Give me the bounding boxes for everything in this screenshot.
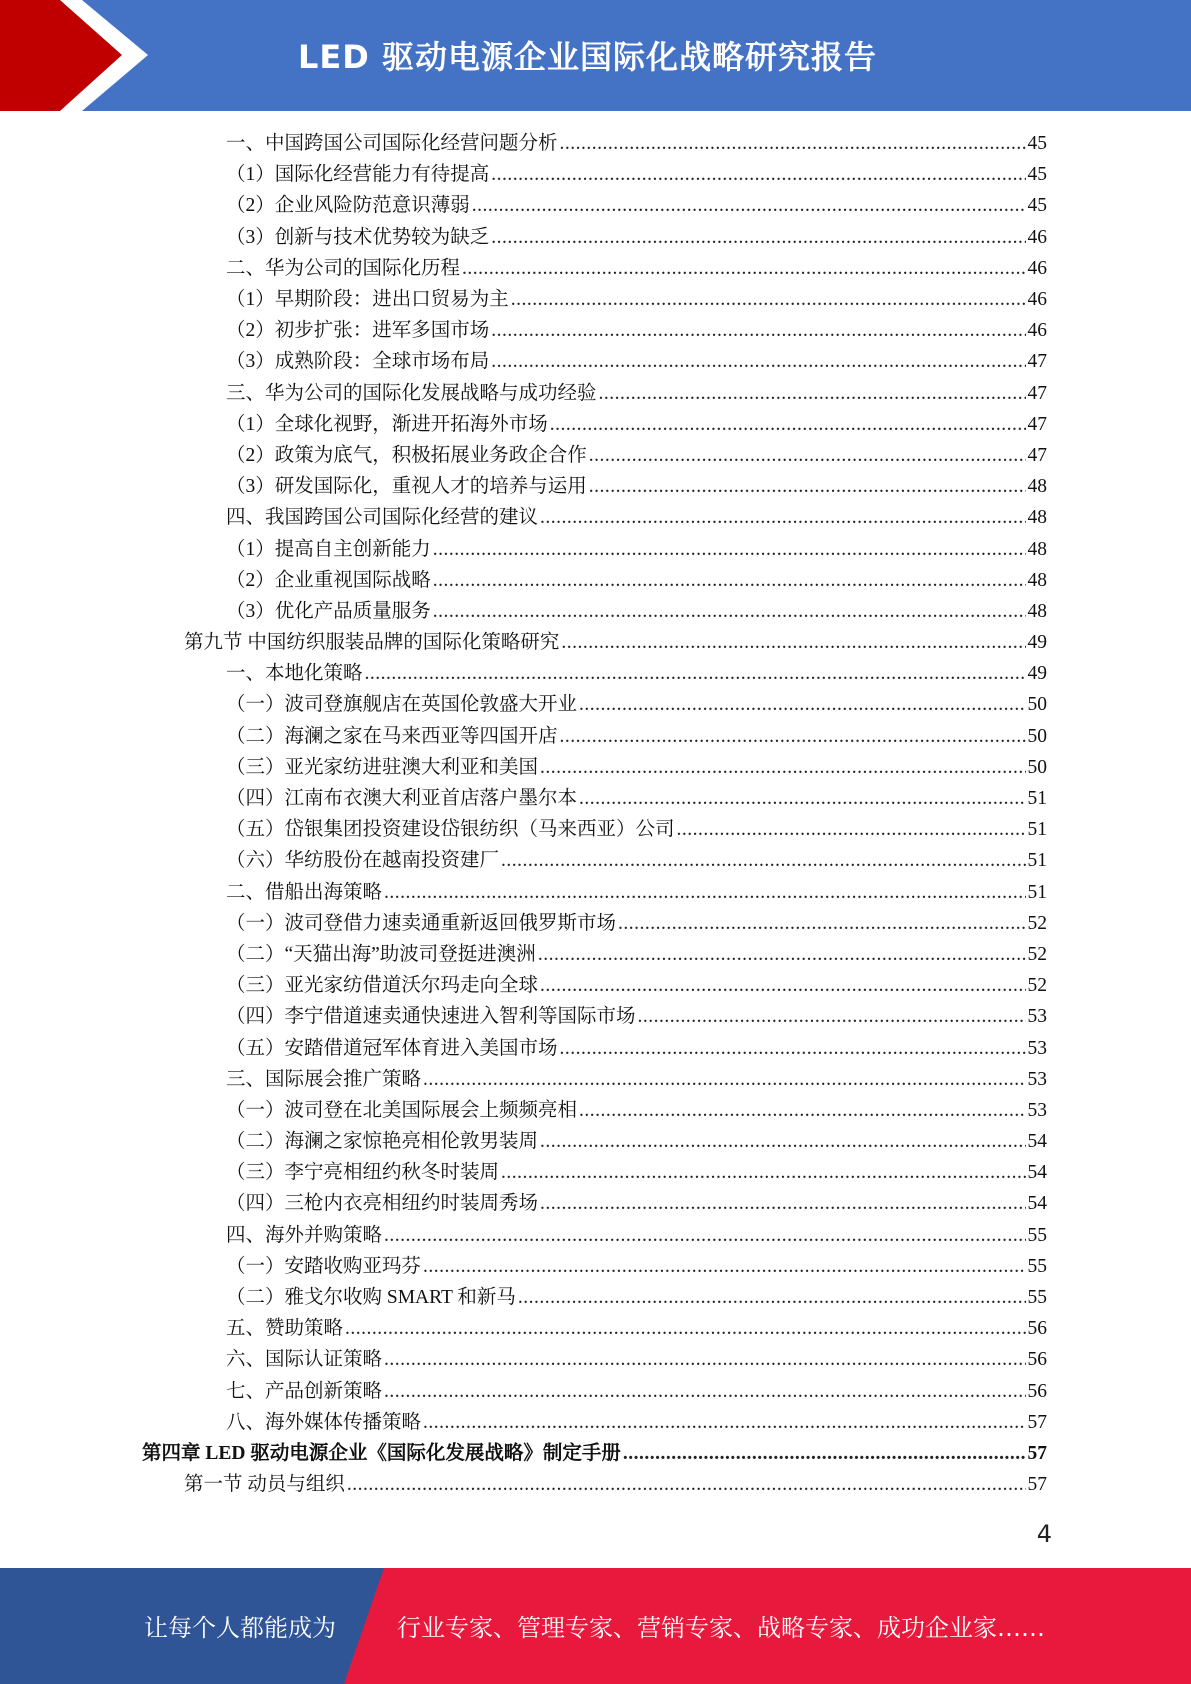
toc-entry-title: （3）创新与技术优势较为缺乏: [226, 226, 490, 248]
toc-entry-title: 四、我国跨国公司国际化经营的建议: [226, 507, 539, 529]
toc-dot-leader: [472, 190, 1026, 221]
toc-entry-page: 50: [1027, 694, 1047, 716]
toc-entry-title: （3）优化产品质量服务: [226, 600, 431, 622]
toc-dot-leader: [491, 315, 1025, 346]
toc-entry-page: 57: [1027, 1442, 1047, 1464]
toc-dot-leader: [618, 908, 1025, 939]
toc-entry[interactable]: [0, 877, 1191, 908]
toc-entry-title: （2）初步扩张：进军多国市场: [226, 320, 490, 342]
toc-entry[interactable]: [0, 1126, 1191, 1157]
table-of-contents: [0, 128, 1191, 1500]
toc-dot-leader: [540, 752, 1025, 783]
toc-entry[interactable]: [0, 471, 1191, 502]
toc-entry[interactable]: [0, 533, 1191, 564]
toc-dot-leader: [384, 1376, 1025, 1407]
toc-entry[interactable]: [0, 346, 1191, 377]
toc-dot-leader: [423, 1407, 1025, 1438]
toc-entry-title: 一、中国跨国公司国际化经营问题分析: [226, 133, 558, 155]
toc-entry-title: （一）波司登旗舰店在英国伦敦盛大开业: [226, 694, 578, 716]
toc-entry[interactable]: [0, 658, 1191, 689]
toc-dot-leader: [540, 502, 1025, 533]
toc-entry-title: （五）岱银集团投资建设岱银纺织（马来西亚）公司: [226, 819, 675, 841]
toc-entry-title: （三）亚光家纺进驻澳大利亚和美国: [226, 756, 539, 778]
toc-entry-page: 50: [1027, 756, 1047, 778]
toc-entry-page: 52: [1027, 912, 1047, 934]
toc-entry-title: （二）海澜之家惊艳亮相伦敦男装周: [226, 1131, 539, 1153]
toc-dot-leader: [423, 1064, 1025, 1095]
toc-entry-page: 45: [1027, 133, 1047, 155]
toc-entry-title: （3）研发国际化，重视人才的培养与运用: [226, 476, 587, 498]
toc-entry-title: （2）企业风险防范意识薄弱: [226, 195, 470, 217]
toc-dot-leader: [589, 471, 1026, 502]
toc-entry[interactable]: [0, 1344, 1191, 1375]
toc-entry[interactable]: [0, 284, 1191, 315]
toc-dot-leader: [423, 1251, 1025, 1282]
toc-entry-page: 48: [1027, 569, 1047, 591]
toc-dot-leader: [433, 596, 1026, 627]
toc-entry-page: 54: [1027, 1162, 1047, 1184]
toc-entry[interactable]: [0, 627, 1191, 658]
toc-entry-title: 六、国际认证策略: [226, 1349, 383, 1371]
toc-entry-page: 49: [1027, 663, 1047, 685]
toc-dot-leader: [384, 1220, 1025, 1251]
toc-dot-leader: [501, 845, 1025, 876]
toc-dot-leader: [540, 1188, 1025, 1219]
toc-entry-page: 48: [1027, 538, 1047, 560]
toc-entry-page: 51: [1027, 881, 1047, 903]
toc-dot-leader: [433, 534, 1026, 565]
toc-entry-page: 52: [1027, 975, 1047, 997]
toc-entry-title: 第九节 中国纺织服装品牌的国际化策略研究: [184, 632, 560, 654]
toc-dot-leader: [560, 1033, 1026, 1064]
toc-entry[interactable]: [0, 1438, 1191, 1469]
footer-bar: [0, 1568, 1191, 1684]
toc-dot-leader: [462, 253, 1025, 284]
toc-dot-leader: [623, 1438, 1026, 1469]
header-arrow-icon: [0, 0, 160, 111]
toc-entry[interactable]: [0, 814, 1191, 845]
toc-dot-leader: [677, 814, 1026, 845]
toc-entry-page: 51: [1027, 819, 1047, 841]
toc-entry-page: 55: [1027, 1287, 1047, 1309]
toc-entry[interactable]: [0, 378, 1191, 409]
toc-entry[interactable]: [0, 253, 1191, 284]
toc-entry[interactable]: [0, 190, 1191, 221]
toc-entry-title: 三、国际展会推广策略: [226, 1068, 422, 1090]
toc-entry[interactable]: [0, 1407, 1191, 1438]
toc-dot-leader: [579, 689, 1025, 720]
toc-dot-leader: [365, 658, 1026, 689]
toc-entry-page: 57: [1027, 1411, 1047, 1433]
toc-entry-page: 46: [1027, 320, 1047, 342]
toc-entry-title: （二）雅戈尔收购 SMART 和新马: [226, 1287, 516, 1309]
toc-dot-leader: [347, 1469, 1026, 1500]
toc-entry-title: （六）华纺股份在越南投资建厂: [226, 850, 500, 872]
toc-entry[interactable]: [0, 128, 1191, 159]
toc-entry[interactable]: [0, 970, 1191, 1001]
toc-entry-title: （1）早期阶段：进出口贸易为主: [226, 289, 509, 311]
toc-entry-page: 53: [1027, 1006, 1047, 1028]
toc-entry-page: 51: [1027, 850, 1047, 872]
toc-entry-page: 48: [1027, 507, 1047, 529]
toc-entry-page: 46: [1027, 226, 1047, 248]
toc-entry[interactable]: [0, 1220, 1191, 1251]
toc-entry-page: 53: [1027, 1037, 1047, 1059]
toc-dot-leader: [491, 346, 1025, 377]
toc-entry-title: （三）李宁亮相纽约秋冬时装周: [226, 1162, 500, 1184]
toc-entry-title: 八、海外媒体传播策略: [226, 1411, 422, 1433]
toc-entry-title: （四）李宁借道速卖通快速进入智利等国际市场: [226, 1006, 636, 1028]
toc-entry[interactable]: [0, 1157, 1191, 1188]
toc-dot-leader: [540, 970, 1025, 1001]
toc-entry-page: 52: [1027, 943, 1047, 965]
toc-dot-leader: [518, 1282, 1026, 1313]
toc-entry-title: （1）国际化经营能力有待提高: [226, 164, 490, 186]
toc-entry-title: （三）亚光家纺借道沃尔玛走向全球: [226, 975, 539, 997]
toc-entry-page: 54: [1027, 1131, 1047, 1153]
toc-entry[interactable]: [0, 783, 1191, 814]
toc-dot-leader: [579, 1095, 1025, 1126]
toc-dot-leader: [560, 128, 1026, 159]
header-bar: [0, 0, 1191, 111]
toc-entry[interactable]: [0, 1469, 1191, 1500]
toc-entry[interactable]: [0, 440, 1191, 471]
toc-entry-page: 45: [1027, 164, 1047, 186]
report-title: LED 驱动电源企业国际化战略研究报告: [298, 38, 877, 76]
toc-dot-leader: [560, 721, 1026, 752]
footer-slogan-left: 让每个人都能成为: [144, 1614, 336, 1642]
toc-entry-title: （五）安踏借道冠军体育进入美国市场: [226, 1037, 558, 1059]
toc-entry-page: 45: [1027, 195, 1047, 217]
toc-entry-page: 46: [1027, 289, 1047, 311]
toc-entry[interactable]: [0, 315, 1191, 346]
toc-entry[interactable]: [0, 1095, 1191, 1126]
toc-entry-title: （四）三枪内衣亮相纽约时装周秀场: [226, 1193, 539, 1215]
toc-dot-leader: [550, 409, 1026, 440]
toc-entry-title: （一）波司登借力速卖通重新返回俄罗斯市场: [226, 912, 617, 934]
toc-entry-page: 46: [1027, 257, 1047, 279]
toc-dot-leader: [491, 159, 1025, 190]
toc-entry[interactable]: [0, 845, 1191, 876]
toc-entry-page: 56: [1027, 1318, 1047, 1340]
toc-entry[interactable]: [0, 721, 1191, 752]
toc-entry[interactable]: [0, 222, 1191, 253]
toc-entry-title: 二、借船出海策略: [226, 881, 383, 903]
toc-entry[interactable]: [0, 1001, 1191, 1032]
toc-entry[interactable]: [0, 1032, 1191, 1063]
toc-entry[interactable]: [0, 939, 1191, 970]
toc-entry-page: 48: [1027, 600, 1047, 622]
toc-entry[interactable]: [0, 1188, 1191, 1219]
toc-dot-leader: [384, 1344, 1025, 1375]
toc-entry-title: 七、产品创新策略: [226, 1380, 383, 1402]
toc-entry-title: （2）企业重视国际战略: [226, 569, 431, 591]
toc-dot-leader: [538, 939, 1026, 970]
toc-entry-title: （四）江南布衣澳大利亚首店落户墨尔本: [226, 788, 578, 810]
toc-dot-leader: [491, 222, 1025, 253]
toc-entry-page: 47: [1027, 444, 1047, 466]
toc-entry-title: 五、赞助策略: [226, 1318, 344, 1340]
toc-entry-title: 四、海外并购策略: [226, 1224, 383, 1246]
toc-dot-leader: [561, 627, 1025, 658]
toc-entry-page: 51: [1027, 788, 1047, 810]
footer-slogan-right: 行业专家、管理专家、营销专家、战略专家、成功企业家……: [397, 1614, 1045, 1642]
toc-entry-page: 55: [1027, 1255, 1047, 1277]
toc-entry[interactable]: [0, 502, 1191, 533]
toc-entry[interactable]: [0, 1064, 1191, 1095]
toc-entry[interactable]: [0, 1282, 1191, 1313]
toc-entry-title: （1）全球化视野，渐进开拓海外市场: [226, 413, 548, 435]
toc-dot-leader: [638, 1001, 1026, 1032]
toc-dot-leader: [345, 1313, 1025, 1344]
toc-entry-title: 第一节 动员与组织: [184, 1474, 345, 1496]
toc-entry[interactable]: [0, 908, 1191, 939]
toc-entry[interactable]: [0, 689, 1191, 720]
toc-dot-leader: [501, 1157, 1025, 1188]
toc-dot-leader: [589, 440, 1026, 471]
toc-entry-title: （一）安踏收购亚玛芬: [226, 1255, 422, 1277]
toc-entry-page: 54: [1027, 1193, 1047, 1215]
toc-entry[interactable]: [0, 1313, 1191, 1344]
toc-entry-title: （二）“天猫出海”助波司登挺进澳洲: [226, 943, 536, 965]
toc-dot-leader: [540, 1126, 1025, 1157]
toc-entry-title: 第四章 LED 驱动电源企业《国际化发展战略》制定手册: [142, 1442, 621, 1464]
toc-entry-page: 47: [1027, 351, 1047, 373]
toc-entry-title: （2）政策为底气，积极拓展业务政企合作: [226, 444, 587, 466]
toc-entry[interactable]: [0, 159, 1191, 190]
toc-entry-title: （1）提高自主创新能力: [226, 538, 431, 560]
toc-entry-title: 一、本地化策略: [226, 663, 363, 685]
toc-entry[interactable]: [0, 1251, 1191, 1282]
toc-dot-leader: [511, 284, 1026, 315]
toc-entry-title: （一）波司登在北美国际展会上频频亮相: [226, 1099, 578, 1121]
toc-entry-title: 二、华为公司的国际化历程: [226, 257, 461, 279]
toc-dot-leader: [579, 783, 1025, 814]
toc-entry[interactable]: [0, 409, 1191, 440]
toc-entry-page: 50: [1027, 725, 1047, 747]
toc-entry-title: （二）海澜之家在马来西亚等四国开店: [226, 725, 558, 747]
toc-entry-page: 57: [1027, 1474, 1047, 1496]
toc-entry[interactable]: [0, 1376, 1191, 1407]
toc-entry-page: 55: [1027, 1224, 1047, 1246]
toc-dot-leader: [433, 565, 1026, 596]
toc-entry-page: 47: [1027, 382, 1047, 404]
toc-entry-page: 53: [1027, 1068, 1047, 1090]
toc-entry-page: 56: [1027, 1380, 1047, 1402]
toc-entry-page: 53: [1027, 1099, 1047, 1121]
toc-entry-page: 47: [1027, 413, 1047, 435]
toc-entry[interactable]: [0, 596, 1191, 627]
toc-entry-page: 49: [1027, 632, 1047, 654]
toc-entry-page: 48: [1027, 476, 1047, 498]
page-number: 4: [1036, 1520, 1052, 1548]
toc-dot-leader: [384, 877, 1025, 908]
toc-dot-leader: [599, 378, 1026, 409]
toc-entry-title: （3）成熟阶段：全球市场布局: [226, 351, 490, 373]
toc-entry-page: 56: [1027, 1349, 1047, 1371]
toc-entry-title: 三、华为公司的国际化发展战略与成功经验: [226, 382, 597, 404]
toc-entry[interactable]: [0, 565, 1191, 596]
toc-entry[interactable]: [0, 752, 1191, 783]
